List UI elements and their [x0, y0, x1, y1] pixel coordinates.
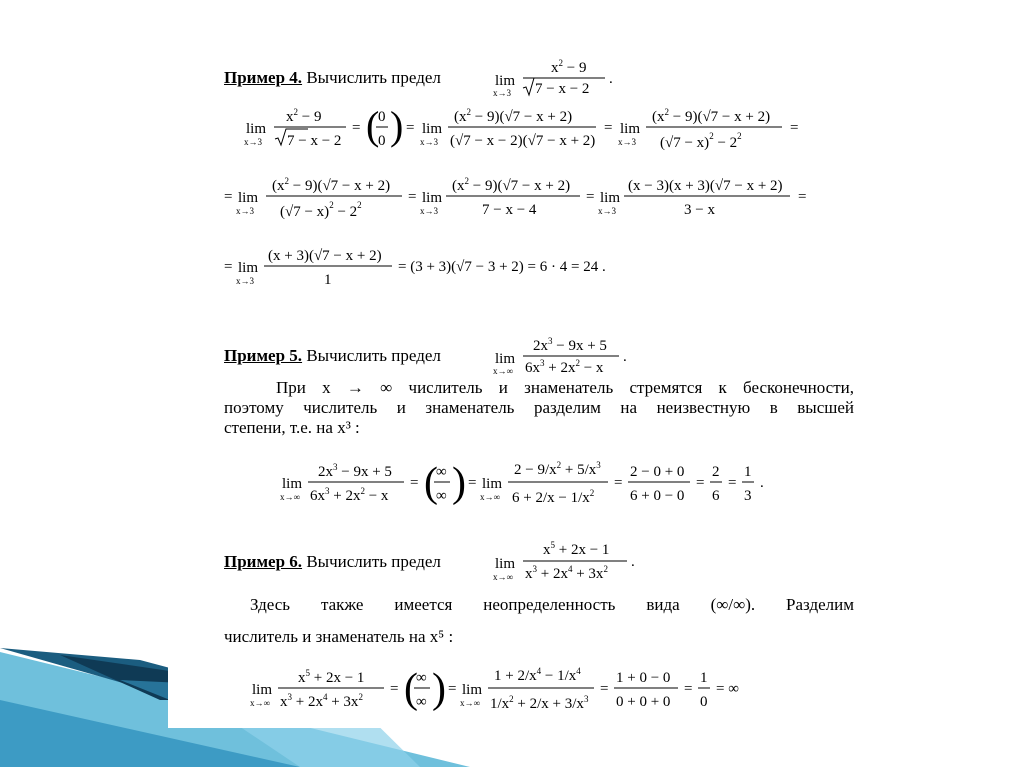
svg-text:2x3 − 9x + 5: $2x^3 - 9x + 5$	[533, 336, 607, 354]
svg-text:1: 1	[700, 670, 708, 686]
svg-text:lim: lim	[600, 190, 621, 206]
svg-text:lim: lim	[252, 682, 273, 698]
svg-text:x→3: x→3	[598, 206, 616, 216]
svg-text:.: .	[623, 349, 627, 365]
svg-text:1 + 2/x4 − 1/x4: $1 + 2/x^4 - 1/x^4$	[494, 666, 581, 684]
svg-text:): )	[432, 666, 446, 712]
svg-text:= ∞: = ∞	[716, 681, 739, 697]
svg-text:3: 3	[744, 488, 752, 504]
svg-text:.: .	[609, 71, 613, 87]
svg-text:=: =	[410, 475, 419, 491]
svg-text:2x3 − 9x + 5: $2x^3 - 9x + 5$	[318, 462, 392, 480]
svg-text:lim: lim	[620, 121, 641, 137]
example4-label: Пример 4.	[224, 68, 303, 87]
example5-paragraph-line2: поэтому числитель и знаменатель разделим на неизвестную в высшей	[224, 398, 854, 417]
svg-text:0 + 0 + 0: 0 + 0 + 0	[616, 694, 671, 710]
svg-text:lim: lim	[282, 476, 303, 492]
svg-text:(√7 − x − 2)(√7 − x + 2): (√7 − x − 2)(√7 − x + 2)	[450, 133, 596, 149]
svg-text:6 + 0 − 0: 6 + 0 − 0	[630, 488, 685, 504]
example6-paragraph-line2: числитель и знаменатель на x⁵ :	[224, 627, 454, 646]
svg-text:x→∞: x→∞	[480, 492, 500, 502]
svg-text:(√7 − x)2 − 22: $(√7 - x)^2 - 2^2$	[280, 200, 362, 220]
svg-text:x5 + 2x − 1: $x^5 + 2x - 1$	[543, 540, 610, 558]
svg-text:(x2 − 9)(√7 − x + 2): $(x^2 - 9)(√7 - x + 2)$	[454, 107, 573, 125]
svg-text:∞: ∞	[416, 694, 427, 710]
svg-text:lim: lim	[422, 190, 443, 206]
svg-text:): )	[390, 103, 404, 148]
svg-text:x→∞: x→∞	[250, 698, 270, 708]
svg-text:lim: lim	[495, 73, 516, 89]
svg-text:x3 + 2x4 + 3x2: $x^3 + 2x^4 + 3x^2$	[525, 564, 608, 582]
svg-text:(x2 − 9)(√7 − x + 2): $(x^2 - 9)(√7 - x + 2)$	[652, 107, 771, 125]
svg-text:lim: lim	[238, 190, 259, 206]
svg-text:.: .	[760, 475, 764, 491]
example6-intro: Вычислить предел	[306, 552, 441, 571]
example5-paragraph	[224, 378, 854, 438]
svg-text:1: 1	[744, 464, 752, 480]
example5-label: Пример 5.	[224, 346, 303, 365]
svg-text:(: (	[366, 103, 380, 148]
svg-text:=: =	[600, 681, 609, 697]
example5-limit	[493, 336, 643, 380]
svg-text:2 − 9/x2 + 5/x3: $2 - 9/x^2 + 5/x^3$	[514, 460, 601, 478]
svg-text:1 + 0 − 0: 1 + 0 − 0	[616, 670, 671, 686]
svg-text:=: =	[604, 120, 613, 136]
document-page	[168, 40, 860, 728]
svg-text:lim: lim	[238, 260, 259, 276]
svg-text:(x2 − 9)(√7 − x + 2): $(x^2 - 9)(√7 - x + 2)$	[452, 176, 571, 194]
example6-heading	[224, 552, 441, 572]
svg-text:1: 1	[324, 272, 332, 288]
example6-paragraph	[224, 595, 854, 647]
svg-text:=: =	[798, 189, 807, 205]
svg-text:6 + 2/x − 1/x2: $6 + 2/x - 1/x^2$	[512, 488, 595, 506]
svg-text:=: =	[696, 475, 705, 491]
svg-text:∞: ∞	[416, 670, 427, 686]
svg-text:0: 0	[700, 694, 708, 710]
svg-text:x5 + 2x − 1: $x^5 + 2x - 1$	[298, 668, 365, 686]
svg-text:=: =	[448, 681, 457, 697]
svg-text:(x + 3)(√7 − x + 2): (x + 3)(√7 − x + 2)	[268, 248, 382, 264]
example5-paragraph-line3: степени, т.е. на x³ :	[224, 418, 360, 437]
svg-text:lim: lim	[495, 556, 516, 572]
svg-text:= (3 + 3)(√7 − 3 + 2) = 6 · 4: = (3 + 3)(√7 − 3 + 2) = 6 · 4 = 24 .	[398, 259, 606, 275]
svg-text:(√7 − x)2 − 22: $(√7 - x)^2 - 2^2$	[660, 131, 742, 151]
svg-text:=: =	[790, 120, 799, 136]
example4-formula-line1	[242, 103, 812, 165]
svg-text:(: (	[404, 666, 418, 712]
svg-text:x→3: x→3	[236, 206, 254, 216]
svg-text:=: =	[614, 475, 623, 491]
svg-text:x→3: x→3	[618, 137, 636, 147]
svg-text:x2 − 9: $x^2 - 9$	[551, 58, 587, 76]
svg-text:=: =	[352, 120, 361, 136]
svg-text:x→3: x→3	[244, 137, 262, 147]
svg-text:=: =	[408, 189, 417, 205]
svg-text:(x2 − 9)(√7 − x + 2): $(x^2 - 9)(√7 - x + 2)$	[272, 176, 391, 194]
svg-text:7 − x − 4: 7 − x − 4	[482, 202, 537, 218]
svg-text:(: (	[424, 460, 438, 506]
svg-text:x→∞: x→∞	[280, 492, 300, 502]
example6-limit	[493, 540, 643, 584]
example5-paragraph-line1: При x → ∞ числитель и знаменатель стремятся к бесконечности,	[276, 378, 854, 397]
svg-text:=: =	[406, 120, 415, 136]
example5-intro: Вычислить предел	[306, 346, 441, 365]
example6-formula	[248, 658, 748, 728]
svg-text:lim: lim	[482, 476, 503, 492]
svg-text:x→3: x→3	[420, 137, 438, 147]
example4-formula-line2	[224, 172, 824, 234]
svg-text:x→∞: x→∞	[493, 366, 513, 376]
example4-formula-line3	[224, 242, 684, 302]
svg-text:(x − 3)(x + 3)(√7 − x + 2): (x − 3)(x + 3)(√7 − x + 2)	[628, 178, 783, 194]
svg-text:0: 0	[378, 133, 386, 149]
example6-paragraph-line1: Здесь также имеется неопределенность вида (∞/∞). Разделим	[250, 595, 854, 614]
svg-text:3 − x: 3 − x	[684, 202, 715, 218]
svg-text:=: =	[684, 681, 693, 697]
example4-intro: Вычислить предел	[306, 68, 441, 87]
example4-limit	[493, 58, 623, 102]
svg-text:x→∞: x→∞	[460, 698, 480, 708]
svg-text:1/x2 + 2/x + 3/x3: $1/x^2 + 2/x + 3/x^3$	[490, 694, 589, 712]
svg-text:): )	[452, 460, 466, 506]
example6-label: Пример 6.	[224, 552, 303, 571]
svg-text:x→3: x→3	[236, 276, 254, 286]
svg-text:x→3: x→3	[493, 88, 511, 98]
svg-text:lim: lim	[462, 682, 483, 698]
svg-text:2: 2	[712, 464, 720, 480]
svg-text:=: =	[468, 475, 477, 491]
svg-text:6x3 + 2x2 − x: $6x^3 + 2x^2 - x$	[525, 358, 604, 376]
svg-text:∞: ∞	[436, 488, 447, 504]
example5-formula	[278, 452, 778, 522]
svg-text:x3 + 2x4 + 3x2: $x^3 + 2x^4 + 3x^2$	[280, 692, 363, 710]
svg-text:lim: lim	[246, 121, 267, 137]
svg-text:.: .	[631, 554, 635, 570]
svg-text:7 − x − 2: 7 − x − 2	[287, 133, 342, 149]
svg-text:0: 0	[378, 109, 386, 125]
svg-text:x→∞: x→∞	[493, 572, 513, 582]
example5-heading	[224, 346, 441, 366]
svg-text:=: =	[728, 475, 737, 491]
svg-text:x2 − 9: $x^2 - 9$	[286, 107, 322, 125]
example4-heading	[224, 68, 441, 88]
svg-text:∞: ∞	[436, 464, 447, 480]
svg-text:2 − 0 + 0: 2 − 0 + 0	[630, 464, 685, 480]
svg-text:=: =	[224, 259, 233, 275]
svg-text:6: 6	[712, 488, 720, 504]
svg-text:lim: lim	[495, 351, 516, 367]
svg-text:lim: lim	[422, 121, 443, 137]
svg-text:6x3 + 2x2 − x: $6x^3 + 2x^2 - x$	[310, 486, 389, 504]
svg-text:=: =	[390, 681, 399, 697]
svg-text:=: =	[586, 189, 595, 205]
svg-text:x→3: x→3	[420, 206, 438, 216]
svg-text:7 − x − 2: 7 − x − 2	[535, 81, 590, 97]
svg-text:=: =	[224, 189, 233, 205]
